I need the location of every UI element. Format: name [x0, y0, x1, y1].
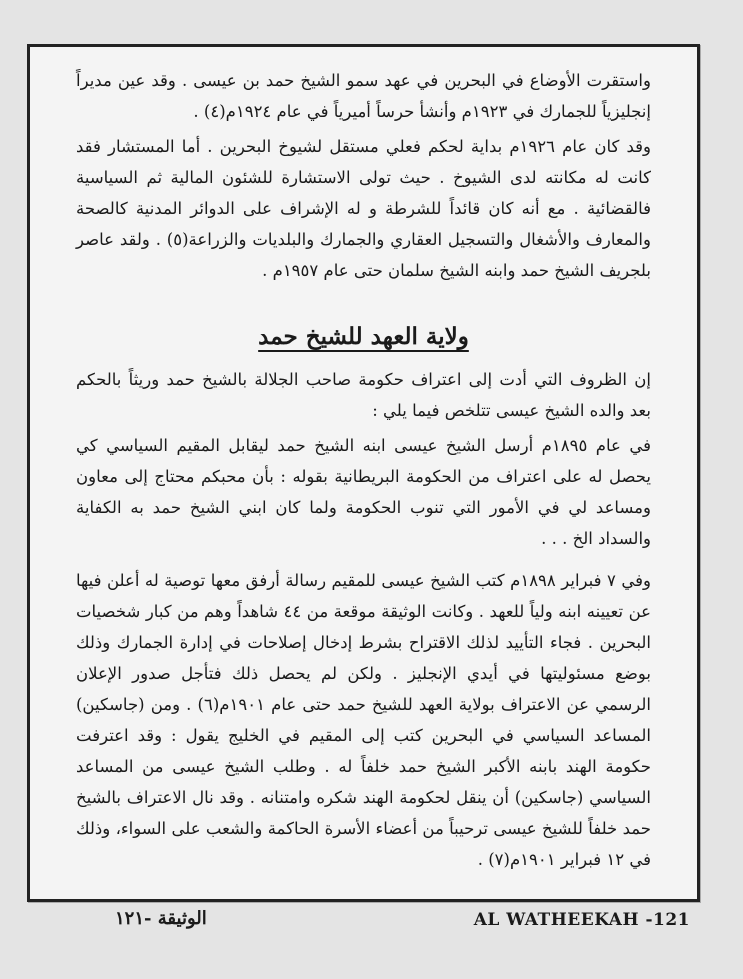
paragraph-1926: وقد كان عام ١٩٢٦م بداية لحكم فعلي مستقل لشيوخ البحرين . أما المستشار فقد كانت له مكانته لدى الشيوخ . حيث تولى الاستشارة للشئون المالية ثم السياسية فالقضائية . مع أنه كان قائداً للشرطة و له الإشراف على الدوائر المدنية كالصحة والمعارف والأشغال والتسجيل العقاري والجمارك والبلديات والزراعة(٥) . ولقد عاصر بلجريف الشيخ حمد وابنه الشيخ سلمان حتى عام ١٩٥٧م . — [76, 137, 651, 280]
footer-english-title: AL WATHEEKAH -121 — [473, 910, 690, 930]
page-frame — [27, 44, 700, 902]
paragraph-conditions: واستقرت الأوضاع في البحرين في عهد سمو الشيخ حمد بن عيسى . وقد عين مديراً إنجليزياً للجمارك في ١٩٢٣م وأنشأ حرساً أميرياً في عام ١٩٢٤م(٤) . — [76, 71, 651, 121]
section-heading: ولاية العهد للشيخ حمد — [258, 323, 469, 350]
footer-arabic-title: الوثيقة -١٢١ — [115, 908, 207, 929]
paragraph-circumstances: إن الظروف التي أدت إلى اعتراف حكومة صاحب الجلالة بالشيخ حمد وريثاً بالحكم بعد والده الشيخ عيسى تتلخص فيما يلي : — [76, 370, 651, 420]
article-body — [76, 65, 651, 886]
paragraph-1898: وفي ٧ فبراير ١٨٩٨م كتب الشيخ عيسى للمقيم رسالة أرفق معها توصية له أعلن فيها عن تعيينه ابنه ولياً للعهد . وكانت الوثيقة موقعة من ٤٤ شاهداً وهم من كبار شخصيات البحرين . فجاء التأييد لذلك الاقتراح بشرط إدخال إصلاحات في إدارة الجمارك وذلك بوضع مسئوليتها في أيدي الإنجليز . ولكن لم يحصل ذلك فتأجل صدور الإعلان الرسمي عن الاعتراف بولاية العهد للشيخ حمد حتى عام ١٩٠١م(٦) . ومن (جاسكين) المساعد السياسي في البحرين كتب إلى المقيم في الخليج يقول : وقد اعترفت حكومة الهند بابنه الأكبر الشيخ حمد خلفاً له . وطلب الشيخ عيسى من المساعد السياسي (جاسكين) أن ينقل لحكومة الهند شكره وامتنانه . وقد نال الاعتراف بالشيخ حمد خلفاً للشيخ عيسى ترحيباً من أعضاء الأسرة الحاكمة والشعب على السواء، وذلك في ١٢ فبراير ١٩٠١م(٧) . — [76, 571, 652, 869]
paragraph-1895: في عام ١٨٩٥م أرسل الشيخ عيسى ابنه الشيخ حمد ليقابل المقيم السياسي كي يحصل له على اعتراف من الحكومة البريطانية بقوله : بأن محبكم محتاج إلى معاون ومساعد لي في الأمور التي تنوب الحكومة ولما كان ابني الشيخ حمد به الكفاية والسداد الخ . . . — [76, 436, 651, 548]
